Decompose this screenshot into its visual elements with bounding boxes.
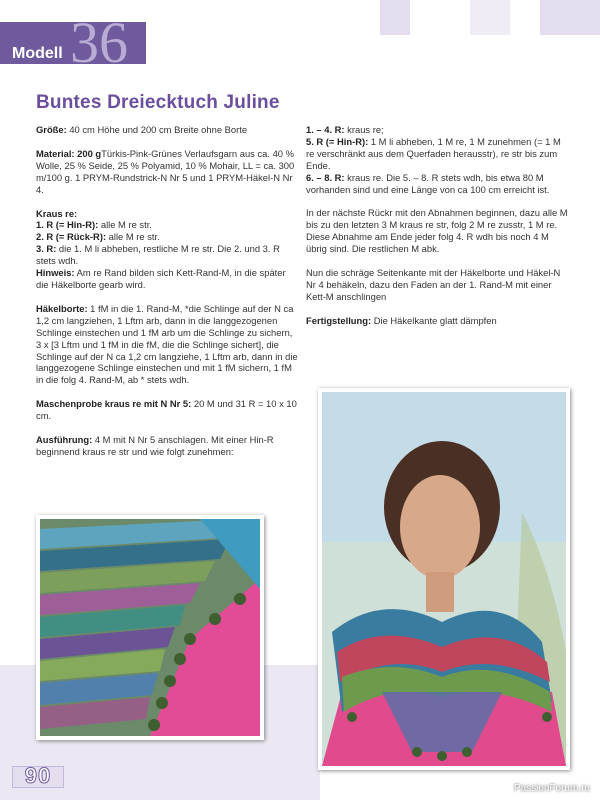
page-number: 90 (24, 763, 52, 788)
modell-label: Modell (12, 45, 63, 62)
size-paragraph: Größe: 40 cm Höhe und 200 cm Breite ohne Borte (36, 124, 248, 135)
modell-number: 36 (70, 10, 128, 75)
haekelborte-paragraph: Häkelborte: 1 fM in die 1. Rand-M, *die Schlinge auf der N ca 1,2 cm langziehen, 1 Lftm arb, dann in die langgezogenen Schlinge einstechen und 1 fM arb um die Schlinge zu sichern, 3 x [3 Lftm und 1 fM in die fM, die die Schlinge sichert], die Schlinge auf der N ca 1,2 cm langziehe, 1 Lftm arb, dann in die langgezogene Schlinge einstechen und mit 1 fM sichern, 1 fM in die folg 4. Rand-M, ab * stets wdh. (36, 302, 298, 386)
model-photo (318, 388, 570, 770)
instructions-left-column (36, 124, 298, 470)
execution-paragraph: Ausführung: 4 M mit N Nr 5 anschlagen. Mit einer Hin-R beginnend kraus re str und wie folgt zunehmen: (36, 434, 274, 457)
finishing-paragraph: Fertigstellung: Die Häkelkante glatt dämpfen (306, 314, 497, 326)
shawl-closeup-photo (36, 515, 264, 740)
kraus-paragraph: Kraus re: 1. R (= Hin-R): alle M re str. 2. R (= Rück-R): alle M re str. 3. R: die 1. M li abheben, restliche M re str. Die 2. und 3. R stets wdh. Hinweis: Am re Rand bilden sich Kett-Rand-M, in die später die Häkelborte gearb wird. (36, 207, 286, 290)
rows-paragraph: 1. – 4. R: kraus re; 5. R (= Hin-R): 1 M li abheben, 1 M re, 1 M zunehmen (= 1 M re verschränkt aus dem Querfaden herausstr), re str bis zum Ende. 6. – 8. R: kraus re. Die 5. – 8. R stets wdh, bis etwa 80 M vorhanden sind und eine Länge von ca 100 cm erreicht ist. (306, 124, 561, 195)
instructions-right-column (306, 124, 568, 339)
shawl-closeup-illustration (40, 519, 260, 736)
decrease-paragraph: In der nächste Rückr mit den Abnahmen beginnen, dazu alle M bis zu den letzten 3 M kraus re str, folg 2 M re zusstr, 1 M re. Diese Abnahme am Ende jeder folg 4. R wdh bis noch 4 M übrig sind. Die restlichen M abk. (306, 207, 568, 255)
material-paragraph: Material: 200 gTürkis-Pink-Grünes Verlaufsgarn aus ca. 40 % Wolle, 25 % Seide, 25 % Polyamid, 10 % Mohair, LL = ca. 300 m/100 g. 1 PRYM-Rundstrick-N Nr 5 und 1 PRYM-Häkel-N Nr 4. (36, 147, 295, 195)
model-illustration (322, 392, 566, 766)
top-decor-square (470, 0, 510, 35)
top-decor-square (380, 0, 410, 35)
page-title: Buntes Dreiecktuch Juline (36, 92, 280, 113)
watermark: PassionForum.ru (513, 783, 590, 794)
top-decor-square (540, 0, 600, 35)
side-edge-paragraph: Nun die schräge Seitenkante mit der Häkelborte und Häkel-N Nr 4 behäkeln, dazu den Faden an der 1. Rand-M mit einer Kett-M anschlingen (306, 267, 561, 302)
gauge-paragraph: Maschenprobe kraus re mit N Nr 5: 20 M und 31 R = 10 x 10 cm. (36, 398, 297, 422)
